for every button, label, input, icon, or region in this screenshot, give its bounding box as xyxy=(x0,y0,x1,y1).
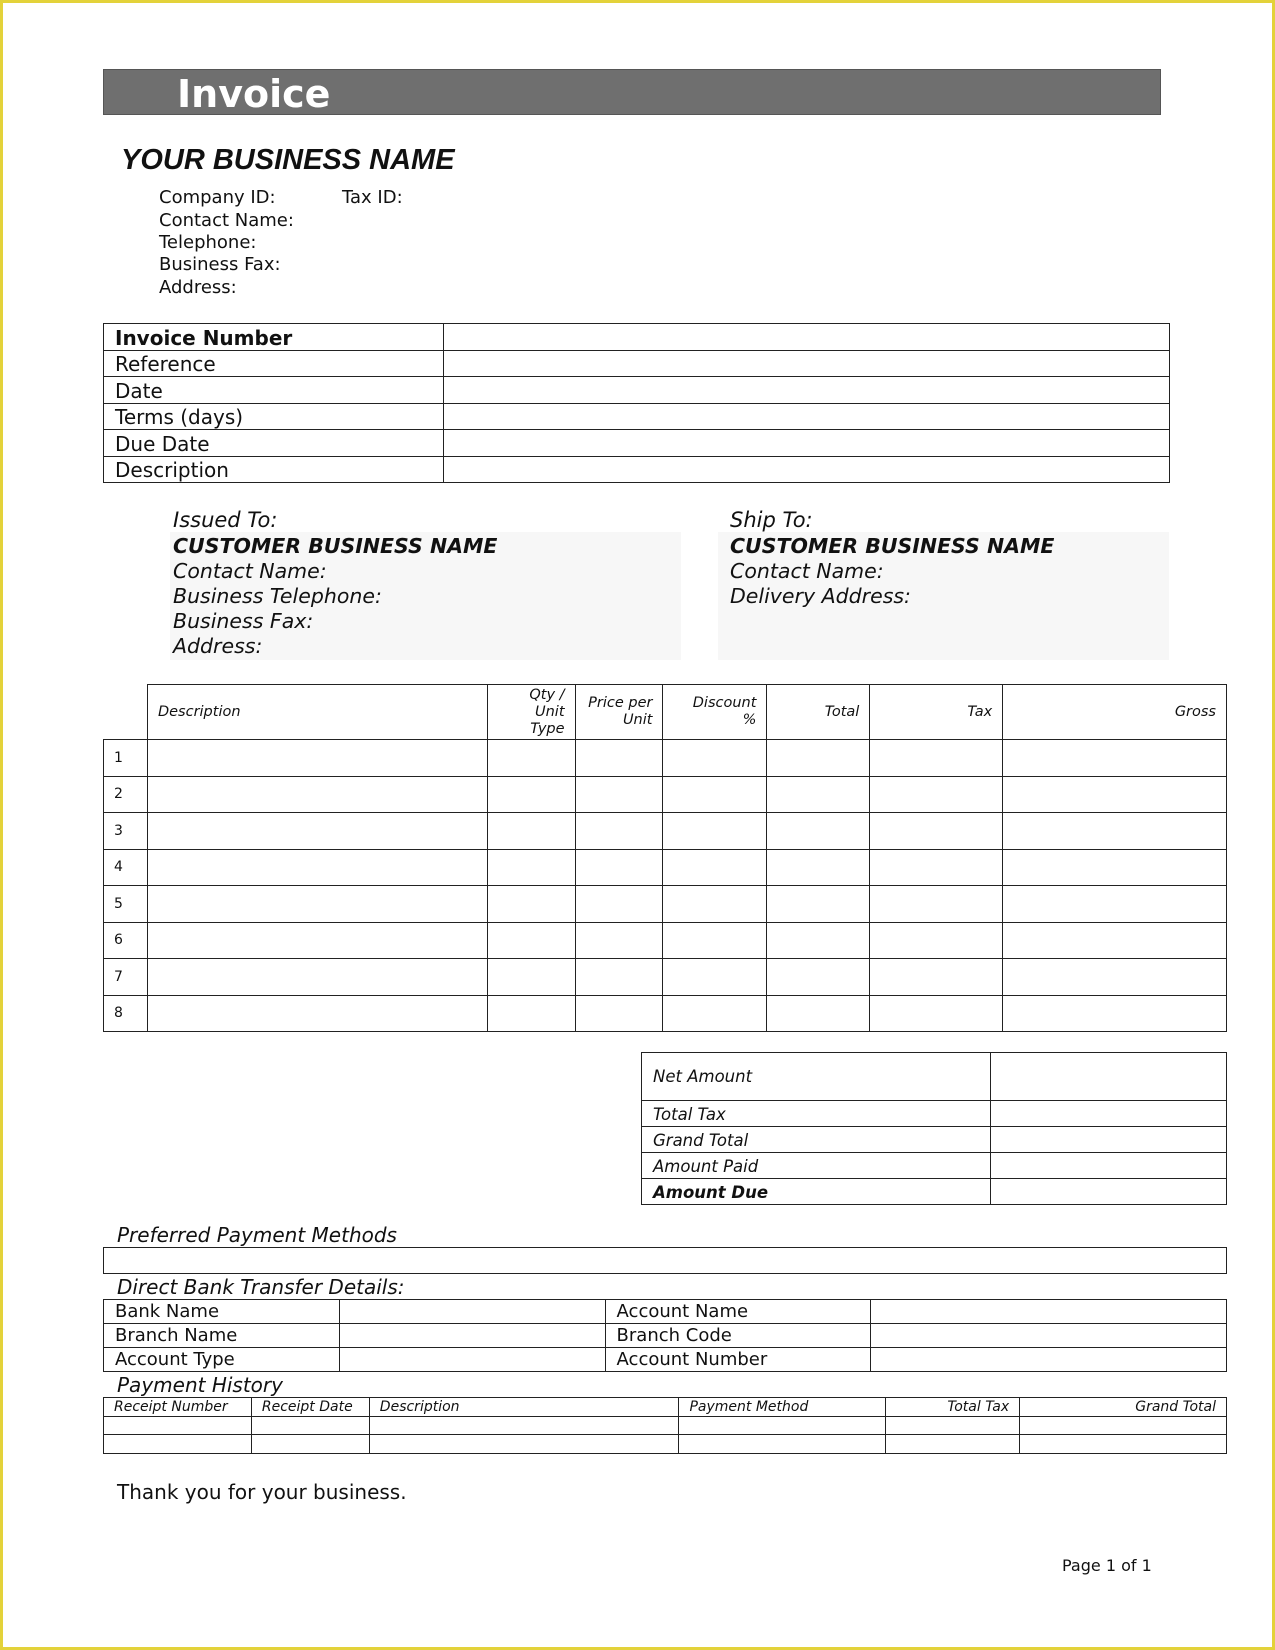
thank-you-note: Thank you for your business. xyxy=(117,1480,407,1504)
invoice-title: Invoice xyxy=(177,72,331,116)
row-number: 3 xyxy=(104,813,148,850)
item-qty-cell[interactable] xyxy=(487,922,575,959)
item-tax-cell[interactable] xyxy=(870,922,1003,959)
issued-to-fax: Business Fax: xyxy=(173,609,314,633)
ship-to-contact: Contact Name: xyxy=(730,559,884,583)
totals-table xyxy=(641,1052,1227,1205)
item-gross-cell[interactable] xyxy=(1003,849,1227,886)
due-date-field[interactable] xyxy=(444,430,1170,457)
account-number-field[interactable] xyxy=(871,1348,1227,1372)
item-price-cell[interactable] xyxy=(575,995,663,1032)
company-id-label: Company ID: xyxy=(159,187,276,208)
item-tax-cell[interactable] xyxy=(870,959,1003,996)
item-discount-cell[interactable] xyxy=(663,922,767,959)
totals-row xyxy=(642,1153,1227,1179)
branch-code-field[interactable] xyxy=(871,1324,1227,1348)
history-cell[interactable] xyxy=(679,1435,886,1454)
col-history-description: Description xyxy=(369,1398,679,1417)
account-number-label: Account Number xyxy=(605,1348,871,1372)
telephone-label: Telephone: xyxy=(159,232,257,253)
item-gross-cell[interactable] xyxy=(1003,959,1227,996)
table-row xyxy=(104,959,1227,996)
page-number: Page 1 of 1 xyxy=(1062,1556,1152,1575)
col-receipt-number: Receipt Number xyxy=(104,1398,252,1417)
item-qty-cell[interactable] xyxy=(487,995,575,1032)
terms-label: Terms (days) xyxy=(104,403,444,430)
info-row xyxy=(104,350,1170,377)
item-description-cell[interactable] xyxy=(147,922,487,959)
item-total-cell[interactable] xyxy=(767,776,870,813)
row-number: 8 xyxy=(104,995,148,1032)
total-tax-field[interactable] xyxy=(991,1101,1227,1127)
item-discount-cell[interactable] xyxy=(663,813,767,850)
col-description: Description xyxy=(147,685,487,740)
item-tax-cell[interactable] xyxy=(870,849,1003,886)
item-description-cell[interactable] xyxy=(147,886,487,923)
col-discount: Discount % xyxy=(663,685,767,740)
item-qty-cell[interactable] xyxy=(487,813,575,850)
due-date-label: Due Date xyxy=(104,430,444,457)
amount-due-field[interactable] xyxy=(991,1179,1227,1205)
ship-to-customer-name: CUSTOMER BUSINESS NAME xyxy=(730,534,1055,558)
bank-row xyxy=(104,1300,1227,1324)
date-label: Date xyxy=(104,377,444,404)
history-cell[interactable] xyxy=(679,1416,886,1435)
amount-paid-label: Amount Paid xyxy=(642,1153,991,1179)
contact-name-label: Contact Name: xyxy=(159,210,294,231)
item-discount-cell[interactable] xyxy=(663,886,767,923)
totals-row xyxy=(642,1127,1227,1153)
item-gross-cell[interactable] xyxy=(1003,995,1227,1032)
item-total-cell[interactable] xyxy=(767,886,870,923)
item-tax-cell[interactable] xyxy=(870,995,1003,1032)
issued-to-contact: Contact Name: xyxy=(173,559,327,583)
bank-transfer-label: Direct Bank Transfer Details: xyxy=(117,1275,405,1299)
item-tax-cell[interactable] xyxy=(870,886,1003,923)
table-row xyxy=(104,740,1227,777)
item-qty-cell[interactable] xyxy=(487,959,575,996)
account-type-field[interactable] xyxy=(339,1348,605,1372)
totals-row xyxy=(642,1179,1227,1205)
item-description-cell[interactable] xyxy=(147,995,487,1032)
history-cell[interactable] xyxy=(1020,1416,1227,1435)
col-history-total-tax: Total Tax xyxy=(886,1398,1020,1417)
grand-total-field[interactable] xyxy=(991,1127,1227,1153)
title-bar xyxy=(103,69,1161,115)
payment-history-table xyxy=(103,1397,1227,1454)
row-number: 5 xyxy=(104,886,148,923)
account-name-label: Account Name xyxy=(605,1300,871,1324)
col-payment-method: Payment Method xyxy=(679,1398,886,1417)
item-price-cell[interactable] xyxy=(575,849,663,886)
table-row xyxy=(104,1416,1227,1435)
bank-name-label: Bank Name xyxy=(104,1300,340,1324)
preferred-payment-field[interactable] xyxy=(103,1247,1227,1274)
row-number: 2 xyxy=(104,776,148,813)
address-label: Address: xyxy=(159,277,237,298)
info-row xyxy=(104,377,1170,404)
ship-to-heading: Ship To: xyxy=(730,508,813,532)
total-tax-label: Total Tax xyxy=(642,1101,991,1127)
bank-name-field[interactable] xyxy=(339,1300,605,1324)
terms-field[interactable] xyxy=(444,403,1170,430)
reference-label: Reference xyxy=(104,350,444,377)
header-blank-cell xyxy=(104,685,148,740)
info-row xyxy=(104,324,1170,351)
bank-row xyxy=(104,1324,1227,1348)
item-discount-cell[interactable] xyxy=(663,995,767,1032)
history-header-row xyxy=(104,1398,1227,1417)
bank-row xyxy=(104,1348,1227,1372)
item-description-cell[interactable] xyxy=(147,849,487,886)
business-name: YOUR BUSINESS NAME xyxy=(121,144,455,176)
table-row xyxy=(104,1435,1227,1454)
item-price-cell[interactable] xyxy=(575,776,663,813)
branch-name-field[interactable] xyxy=(339,1324,605,1348)
description-field[interactable] xyxy=(444,456,1170,483)
item-description-cell[interactable] xyxy=(147,776,487,813)
row-number: 7 xyxy=(104,959,148,996)
issued-to-customer-name: CUSTOMER BUSINESS NAME xyxy=(173,534,498,558)
col-price: Price per Unit xyxy=(575,685,663,740)
amount-paid-field[interactable] xyxy=(991,1153,1227,1179)
payment-history-label: Payment History xyxy=(117,1373,283,1397)
item-price-cell[interactable] xyxy=(575,740,663,777)
item-gross-cell[interactable] xyxy=(1003,886,1227,923)
item-qty-cell[interactable] xyxy=(487,886,575,923)
history-cell[interactable] xyxy=(369,1416,679,1435)
col-qty: Qty / Unit Type xyxy=(487,685,575,740)
grand-total-label: Grand Total xyxy=(642,1127,991,1153)
reference-field[interactable] xyxy=(444,350,1170,377)
info-row xyxy=(104,456,1170,483)
account-type-label: Account Type xyxy=(104,1348,340,1372)
col-total: Total xyxy=(767,685,870,740)
history-cell[interactable] xyxy=(251,1416,369,1435)
item-total-cell[interactable] xyxy=(767,740,870,777)
item-qty-cell[interactable] xyxy=(487,849,575,886)
item-price-cell[interactable] xyxy=(575,959,663,996)
amount-due-label: Amount Due xyxy=(642,1179,991,1205)
history-cell[interactable] xyxy=(251,1435,369,1454)
table-row xyxy=(104,849,1227,886)
totals-row xyxy=(642,1053,1227,1101)
issued-to-heading: Issued To: xyxy=(173,508,278,532)
item-gross-cell[interactable] xyxy=(1003,813,1227,850)
issued-to-telephone: Business Telephone: xyxy=(173,584,382,608)
col-tax: Tax xyxy=(870,685,1003,740)
preferred-payment-label: Preferred Payment Methods xyxy=(117,1223,397,1247)
history-cell[interactable] xyxy=(886,1435,1020,1454)
history-cell[interactable] xyxy=(1020,1435,1227,1454)
table-row xyxy=(104,995,1227,1032)
table-row xyxy=(104,776,1227,813)
item-discount-cell[interactable] xyxy=(663,959,767,996)
item-description-cell[interactable] xyxy=(147,959,487,996)
item-gross-cell[interactable] xyxy=(1003,740,1227,777)
date-field[interactable] xyxy=(444,377,1170,404)
line-items-table xyxy=(103,684,1227,1032)
invoice-number-field[interactable] xyxy=(444,324,1170,351)
tax-id-label: Tax ID: xyxy=(342,187,403,208)
item-gross-cell[interactable] xyxy=(1003,776,1227,813)
branch-name-label: Branch Name xyxy=(104,1324,340,1348)
net-amount-label: Net Amount xyxy=(642,1053,991,1101)
account-name-field[interactable] xyxy=(871,1300,1227,1324)
row-number: 6 xyxy=(104,922,148,959)
item-total-cell[interactable] xyxy=(767,813,870,850)
history-cell[interactable] xyxy=(369,1435,679,1454)
table-row xyxy=(104,813,1227,850)
col-gross: Gross xyxy=(1003,685,1227,740)
ship-to-delivery: Delivery Address: xyxy=(730,584,911,608)
item-tax-cell[interactable] xyxy=(870,740,1003,777)
item-qty-cell[interactable] xyxy=(487,740,575,777)
issued-to-address: Address: xyxy=(173,634,263,658)
table-row xyxy=(104,922,1227,959)
item-gross-cell[interactable] xyxy=(1003,922,1227,959)
bank-details-table xyxy=(103,1299,1227,1372)
info-row xyxy=(104,430,1170,457)
table-row xyxy=(104,886,1227,923)
history-cell[interactable] xyxy=(104,1416,252,1435)
row-number: 4 xyxy=(104,849,148,886)
branch-code-label: Branch Code xyxy=(605,1324,871,1348)
item-total-cell[interactable] xyxy=(767,959,870,996)
totals-row xyxy=(642,1101,1227,1127)
item-total-cell[interactable] xyxy=(767,995,870,1032)
item-description-cell[interactable] xyxy=(147,813,487,850)
net-amount-field[interactable] xyxy=(991,1053,1227,1101)
business-fax-label: Business Fax: xyxy=(159,254,281,275)
item-qty-cell[interactable] xyxy=(487,776,575,813)
item-discount-cell[interactable] xyxy=(663,776,767,813)
description-label: Description xyxy=(104,456,444,483)
item-price-cell[interactable] xyxy=(575,813,663,850)
invoice-info-table xyxy=(103,323,1170,483)
col-history-grand-total: Grand Total xyxy=(1020,1398,1227,1417)
invoice-number-label: Invoice Number xyxy=(104,324,444,351)
row-number: 1 xyxy=(104,740,148,777)
item-discount-cell[interactable] xyxy=(663,849,767,886)
info-row xyxy=(104,403,1170,430)
item-tax-cell[interactable] xyxy=(870,776,1003,813)
item-price-cell[interactable] xyxy=(575,886,663,923)
item-description-cell[interactable] xyxy=(147,740,487,777)
history-cell[interactable] xyxy=(886,1416,1020,1435)
item-price-cell[interactable] xyxy=(575,922,663,959)
items-header-row xyxy=(104,685,1227,740)
item-tax-cell[interactable] xyxy=(870,813,1003,850)
col-receipt-date: Receipt Date xyxy=(251,1398,369,1417)
item-discount-cell[interactable] xyxy=(663,740,767,777)
history-cell[interactable] xyxy=(104,1435,252,1454)
item-total-cell[interactable] xyxy=(767,849,870,886)
item-total-cell[interactable] xyxy=(767,922,870,959)
